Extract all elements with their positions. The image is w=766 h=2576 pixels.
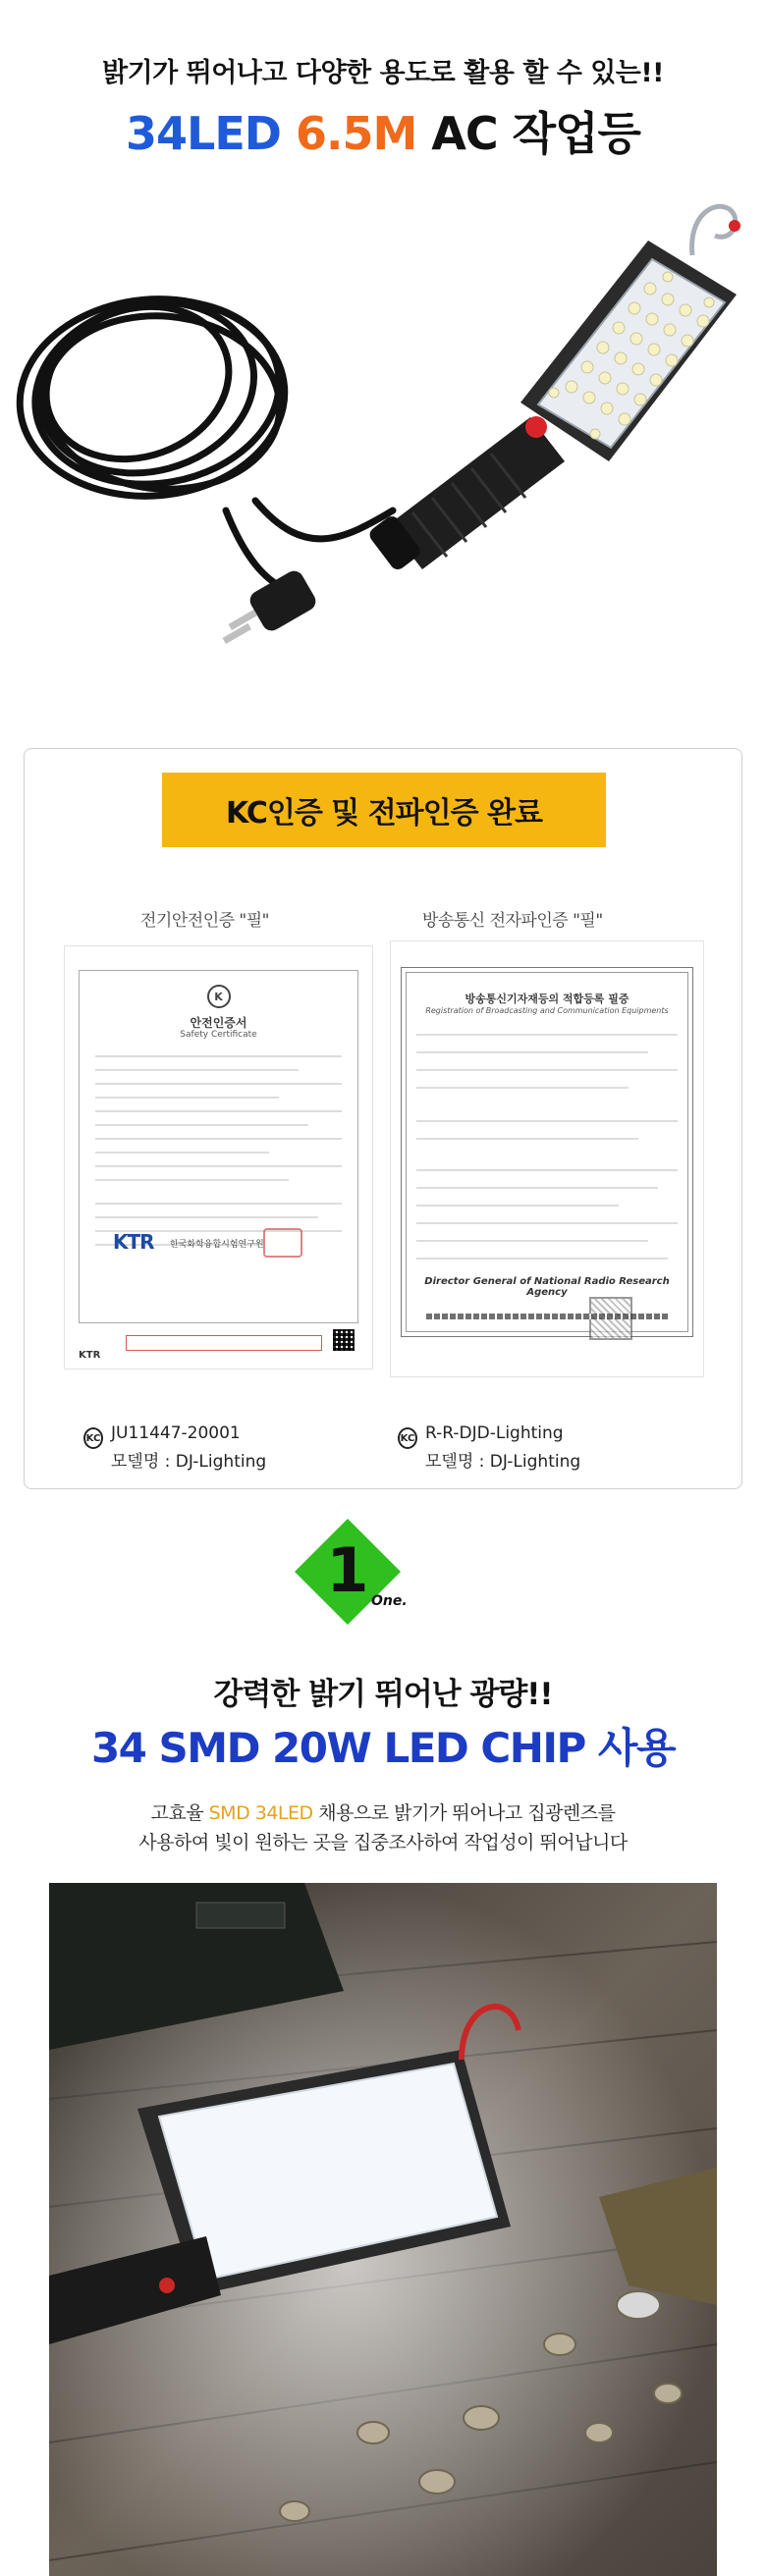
document-text-line xyxy=(416,1034,678,1036)
electrical-safety-label: 전기안전인증 "필" xyxy=(140,911,269,931)
hero-title-length: 6.5M xyxy=(295,107,417,160)
ktr-footer: KTR xyxy=(79,1350,101,1361)
section-description-line2: 사용하여 빛이 원하는 곳을 집중조사하여 작업성이 뛰어납니다 xyxy=(138,1832,628,1853)
document-text-line xyxy=(95,1055,342,1057)
ktr-name: 한국화학융합시험연구원 xyxy=(170,1240,264,1250)
document-text-line xyxy=(95,1152,269,1154)
safety-certificate-title-en: Safety Certificate xyxy=(180,1030,257,1040)
document-text-line xyxy=(416,1187,658,1189)
section-subtitle: 강력한 밝기 뛰어난 광량!! xyxy=(213,1677,553,1712)
document-text-line xyxy=(95,1165,342,1167)
radio-registration-frame xyxy=(401,967,693,1337)
document-text-line xyxy=(95,1097,279,1099)
document-text-line xyxy=(95,1083,342,1085)
emc-cert-code: R-R-DJD-Lighting xyxy=(425,1423,564,1443)
section-title: 34 SMD 20W LED CHIP 사용 xyxy=(90,1724,676,1772)
safety-cert-code: JU11447-20001 xyxy=(111,1423,241,1443)
work-light-head xyxy=(520,206,740,461)
toolbox-label xyxy=(196,1903,285,1928)
document-text-line xyxy=(416,1069,678,1071)
emc-certification-label: 방송통신 전자파인증 "필" xyxy=(422,911,603,931)
badge-number: 1 xyxy=(326,1534,369,1606)
work-light-product-image xyxy=(0,187,766,717)
document-text-line xyxy=(95,1069,299,1071)
hero-title xyxy=(0,98,766,163)
desc-prefix: 고효율 xyxy=(150,1802,209,1824)
safety-cert-model: 모델명 : DJ-Lighting xyxy=(111,1452,267,1472)
radio-registration-title: 방송통신기자재등의 적합등록 필증 xyxy=(465,993,629,1005)
document-text-line xyxy=(95,1179,289,1181)
badge-label: One. xyxy=(371,1593,408,1609)
document-text-line xyxy=(416,1169,678,1171)
radio-agency-director: Director General of National Radio Research Agency xyxy=(424,1276,670,1298)
document-text-line xyxy=(95,1110,342,1112)
safety-certificate-document xyxy=(64,945,373,1369)
desc-suffix: 채용으로 밝기가 뛰어나고 집광렌즈를 xyxy=(312,1802,616,1824)
document-text-line xyxy=(95,1203,342,1205)
hero-title-led: 34LED xyxy=(126,107,281,160)
document-text-line xyxy=(416,1087,629,1089)
hero-subtitle: 밝기가 뛰어나고 다양한 용도로 활용 할 수 있는!! xyxy=(102,58,664,88)
section-number-badge xyxy=(293,1517,403,1627)
kc-mark-icon: K xyxy=(207,985,231,1008)
ktr-logo: KTR xyxy=(113,1230,154,1254)
kc-mark-icon: KC xyxy=(398,1427,417,1449)
document-text-line xyxy=(95,1124,308,1126)
document-text-line xyxy=(416,1120,678,1122)
kc-mark-icon: KC xyxy=(83,1427,103,1449)
document-note-box xyxy=(126,1335,322,1351)
certification-section xyxy=(24,748,742,1489)
document-text-line xyxy=(416,1258,668,1260)
document-text-line xyxy=(95,1216,318,1218)
radio-registration-inner-frame xyxy=(406,972,688,1332)
radio-registration-document xyxy=(390,940,704,1377)
power-cable-coil xyxy=(12,279,393,589)
official-seal-icon xyxy=(263,1228,302,1258)
desc-highlight: SMD 34LED xyxy=(208,1802,313,1824)
section-description-line1 xyxy=(0,1798,766,1825)
document-text-line xyxy=(95,1138,342,1140)
safety-certificate-title-ko: 안전인증서 xyxy=(190,1016,247,1030)
certification-banner: KC인증 및 전파인증 완료 xyxy=(162,773,606,847)
radio-registration-subtitle: Registration of Broadcasting and Communication Equipments xyxy=(425,1006,669,1015)
hero-title-type: AC 작업등 xyxy=(431,107,640,160)
qr-code-icon xyxy=(333,1329,355,1351)
document-text-line xyxy=(416,1240,648,1242)
document-text-line xyxy=(416,1138,638,1140)
safety-certificate-frame xyxy=(79,970,358,1323)
emc-cert-model: 모델명 : DJ-Lighting xyxy=(425,1452,581,1472)
document-text-line xyxy=(416,1051,648,1053)
document-text-line xyxy=(416,1222,678,1224)
work-light-in-use-photo xyxy=(49,1883,717,2576)
document-text-line xyxy=(416,1205,619,1207)
work-light-handle xyxy=(366,416,565,572)
document-barcode xyxy=(426,1314,668,1319)
